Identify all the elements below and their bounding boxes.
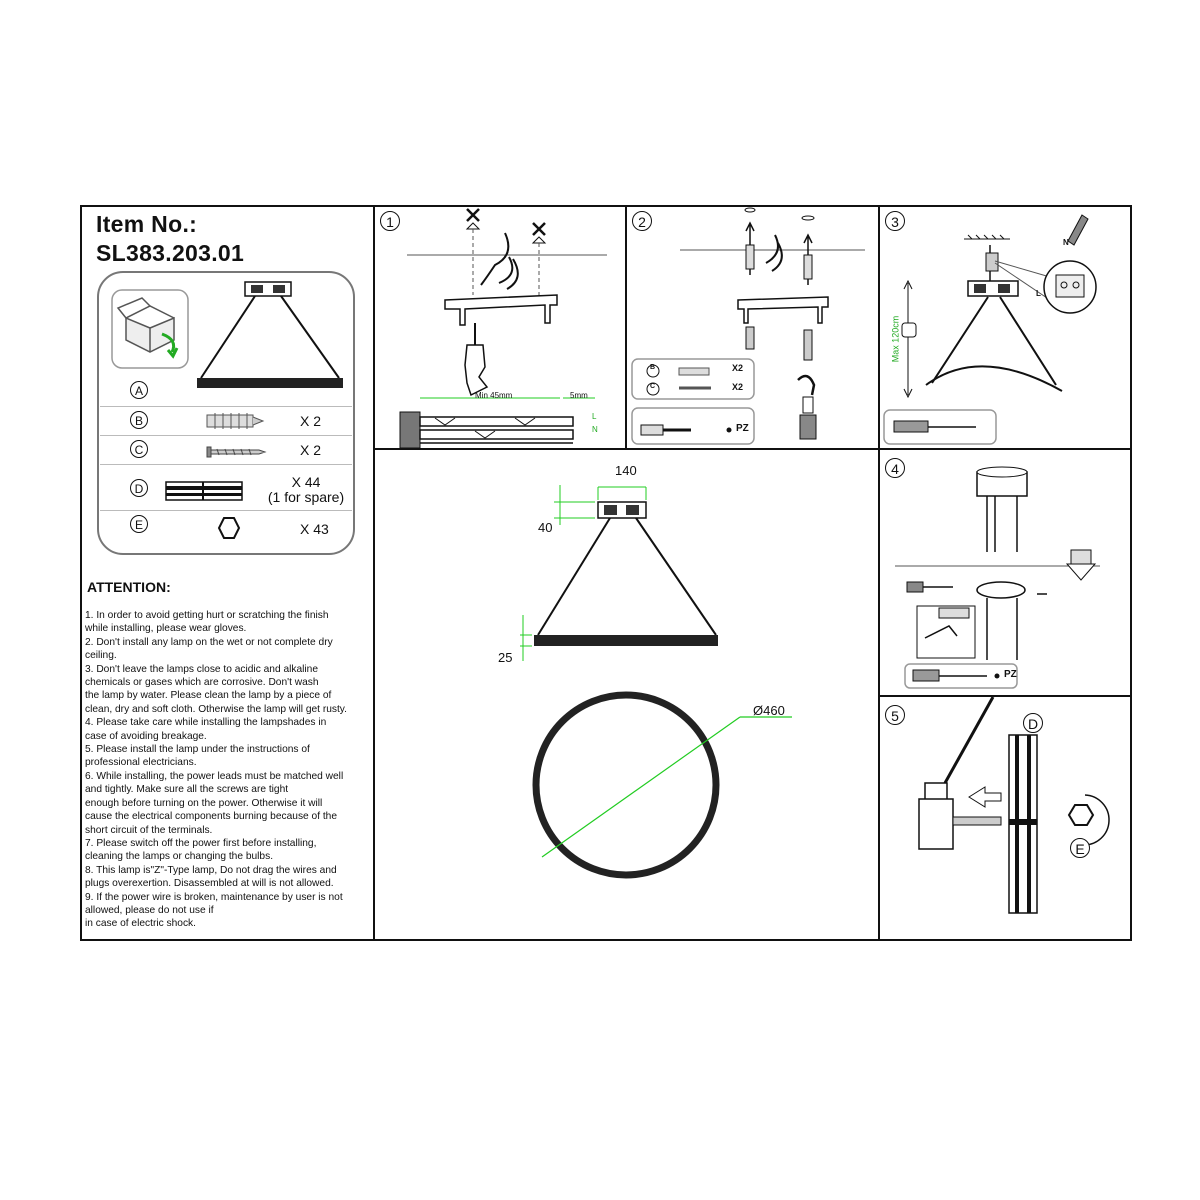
part-row-b [100, 406, 352, 436]
part-letter: E [130, 515, 148, 533]
attention-line: cleaning the lamps or changing the bulbs. [85, 851, 274, 863]
height-dimension: 40 [538, 520, 553, 535]
attention-line: professional electricians. [85, 757, 197, 769]
step-number: 1 [380, 211, 400, 231]
part-letter: B [130, 411, 148, 429]
attention-line: 3. Don't leave the lamps close to acidic and alkaline [85, 663, 318, 675]
pz-label: PZ [1004, 669, 1017, 680]
attention-line: and tightly. Make sure all the screws are tight [85, 784, 289, 796]
step5-clip-art [905, 695, 1125, 925]
step-number: 2 [632, 211, 652, 231]
d-label: D [1023, 713, 1043, 733]
attention-line: while installing, please wear gloves. [85, 623, 247, 635]
attention-line: 6. While installing, the power leads must be matched well [85, 770, 344, 782]
part-letter: C [130, 440, 148, 458]
gap-label: 5mm [570, 391, 588, 400]
e-label: E [1070, 838, 1090, 858]
attention-line: allowed, please do not use if [85, 904, 214, 916]
max-length-label: Max 120cm [890, 315, 901, 363]
attention-line: cause the electrical components burning because of the [85, 811, 338, 823]
screw-icon [205, 445, 267, 459]
attention-line: clean, dry and soft cloth. Otherwise the lamp will get rusty. [85, 703, 347, 715]
attention-line: 8. This lamp is"Z"-Type lamp, Do not drag the wires and [85, 864, 337, 876]
part-letter: A [130, 381, 148, 399]
divider [373, 448, 1132, 450]
attention-line: 7. Please switch off the power first before installing, [85, 837, 317, 849]
part-letter: D [130, 479, 148, 497]
c-qty: X2 [732, 382, 744, 392]
wire-l-label: L [592, 412, 597, 421]
pz-label: PZ [736, 423, 749, 434]
step-number: 3 [885, 211, 905, 231]
part-row-a [100, 377, 352, 406]
box-open-icon [112, 290, 190, 370]
part-qty: X 43 [300, 521, 329, 537]
attention-line: 2. Don't install any lamp on the wet or not complete dry [85, 636, 333, 648]
part-row-d [100, 464, 352, 511]
n-label: N [1063, 238, 1069, 247]
diameter-dimension: Ø460 [753, 703, 785, 718]
step1-ceiling-mount-art [395, 205, 615, 445]
attention-title: ATTENTION: [87, 579, 171, 595]
part-row-e [100, 510, 352, 540]
connector-bar-icon [165, 480, 243, 502]
attention-line: chemicals or gases which are corrosive. Don't wash [85, 677, 319, 689]
item-number: SL383.203.01 [96, 240, 245, 266]
step-number: 4 [885, 458, 905, 478]
step-number: 5 [885, 705, 905, 725]
attention-line: case of avoiding breakage. [85, 730, 207, 742]
b-label: B [650, 364, 656, 371]
width-dimension: 140 [615, 463, 637, 478]
wire-n-label: N [592, 425, 598, 434]
attention-line: 1. In order to avoid getting hurt or scratching the finish [85, 610, 329, 621]
attention-line: plugs overexertion. Disassembled at will is not allowed. [85, 878, 334, 890]
part-row-c [100, 435, 352, 465]
divider [373, 205, 375, 941]
attention-line: short circuit of the terminals. [85, 824, 213, 836]
part-qty: X 44 (1 for spare) [267, 474, 345, 505]
l-label: L [1036, 289, 1041, 298]
step4-canopy-art [895, 460, 1125, 690]
divider [625, 205, 627, 449]
item-label: Item No.: [96, 211, 198, 237]
part-qty: X 2 [300, 442, 322, 458]
c-label: C [650, 383, 656, 390]
wall-plug-icon [205, 411, 267, 431]
attention-line: 5. Please install the lamp under the instructions of [85, 744, 310, 756]
bar-height-dimension: 25 [498, 650, 513, 665]
step3-wiring-art [880, 205, 1130, 445]
b-qty: X2 [732, 363, 744, 373]
min-length-label: Min 45mm [475, 391, 513, 400]
attention-list [85, 609, 370, 931]
attention-line: the lamp by water. Please clean the lamp by a piece of [85, 690, 332, 702]
attention-line: 4. Please take care while installing the lampshades in [85, 717, 327, 729]
attention-line: in case of electric shock. [85, 918, 196, 930]
attention-line: enough before turning on the power. Otherwise it will [85, 797, 323, 809]
part-qty: X 2 [300, 413, 322, 429]
lamp-triangle-art [195, 280, 345, 392]
item-title [96, 210, 244, 268]
clip-icon [216, 516, 242, 540]
attention-line: ceiling. [85, 650, 117, 662]
attention-line: 9. If the power wire is broken, maintenance by user is not [85, 891, 343, 903]
